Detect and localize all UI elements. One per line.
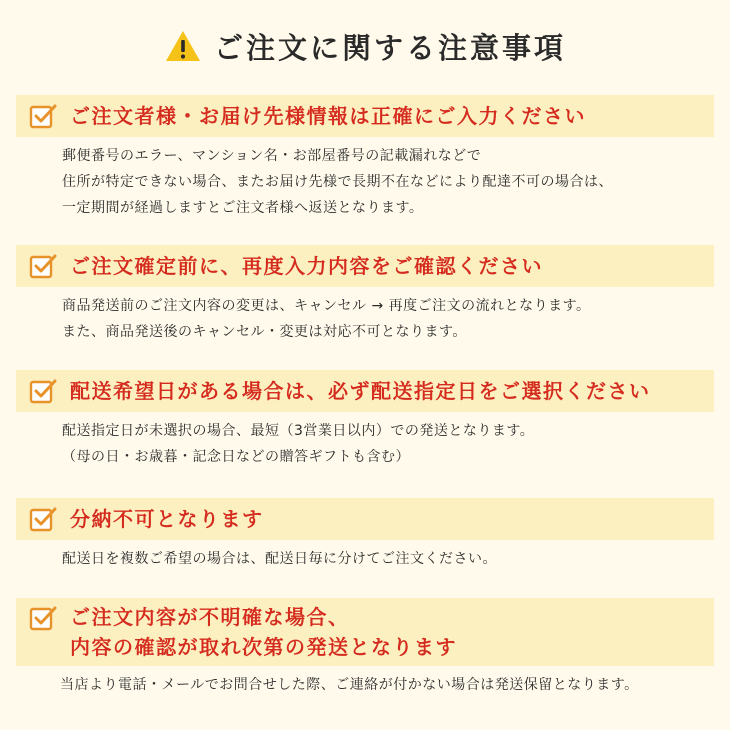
notice-line: 配送日を複数ご希望の場合は、配送日毎に分けてご注文ください。 <box>62 551 497 567</box>
notice-heading-bar <box>16 598 714 666</box>
notice-body <box>62 143 714 221</box>
notice-heading: 分納不可となります <box>70 507 264 531</box>
notice-section-1 <box>16 95 714 221</box>
notice-heading-bar <box>16 245 714 287</box>
notice-heading-line: 内容の確認が取れ次第の発送となります <box>70 635 457 659</box>
notice-line: 商品発送前のご注文内容の変更は、キャンセル → 再度ご注文の流れとなります。 <box>62 298 591 314</box>
notice-section-5 <box>16 598 714 698</box>
notice-section-4 <box>16 498 714 572</box>
notice-line: また、商品発送後のキャンセル・変更は対応不可となります。 <box>62 324 467 340</box>
notice-line: 郵便番号のエラー、マンション名・お部屋番号の記載漏れなどで <box>62 148 482 164</box>
checkbox-icon <box>28 504 58 534</box>
notice-body <box>62 546 714 572</box>
notice-section-3 <box>16 370 714 470</box>
notice-heading: ご注文確定前に、再度入力内容をご確認ください <box>70 254 543 278</box>
page-header <box>0 20 730 72</box>
notice-line: 一定期間が経過しますとご注文者様へ返送となります。 <box>62 200 424 216</box>
notice-heading-bar <box>16 498 714 540</box>
notice-line: 住所が特定できない場合、またお届け先様で長期不在などにより配達不可の場合は、 <box>62 174 613 190</box>
notice-heading-bar <box>16 370 714 412</box>
notice-heading-line: ご注文内容が不明確な場合、 <box>70 605 350 629</box>
notice-body <box>62 293 714 345</box>
notice-line: 当店より電話・メールでお問合せした際、ご連絡が付かない場合は発送保留となります。 <box>60 677 639 693</box>
notice-heading-bar <box>16 95 714 137</box>
checkbox-icon <box>28 251 58 281</box>
notice-heading <box>70 602 457 662</box>
warning-icon <box>164 29 202 63</box>
page-title: ご注文に関する注意事項 <box>213 30 566 65</box>
notice-body <box>60 672 714 698</box>
notice-heading: ご注文者様・お届け先様情報は正確にご入力ください <box>70 104 586 128</box>
notice-line: 配送指定日が未選択の場合、最短（3営業日以内）での発送となります。 <box>62 423 535 439</box>
notice-heading: 配送希望日がある場合は、必ず配送指定日をご選択ください <box>70 379 651 403</box>
checkbox-icon <box>28 376 58 406</box>
notice-line: （母の日・お歳暮・記念日などの贈答ギフトも含む） <box>62 449 410 465</box>
checkbox-icon <box>28 603 58 633</box>
checkbox-icon <box>28 101 58 131</box>
notice-section-2 <box>16 245 714 345</box>
notice-body <box>62 418 714 470</box>
